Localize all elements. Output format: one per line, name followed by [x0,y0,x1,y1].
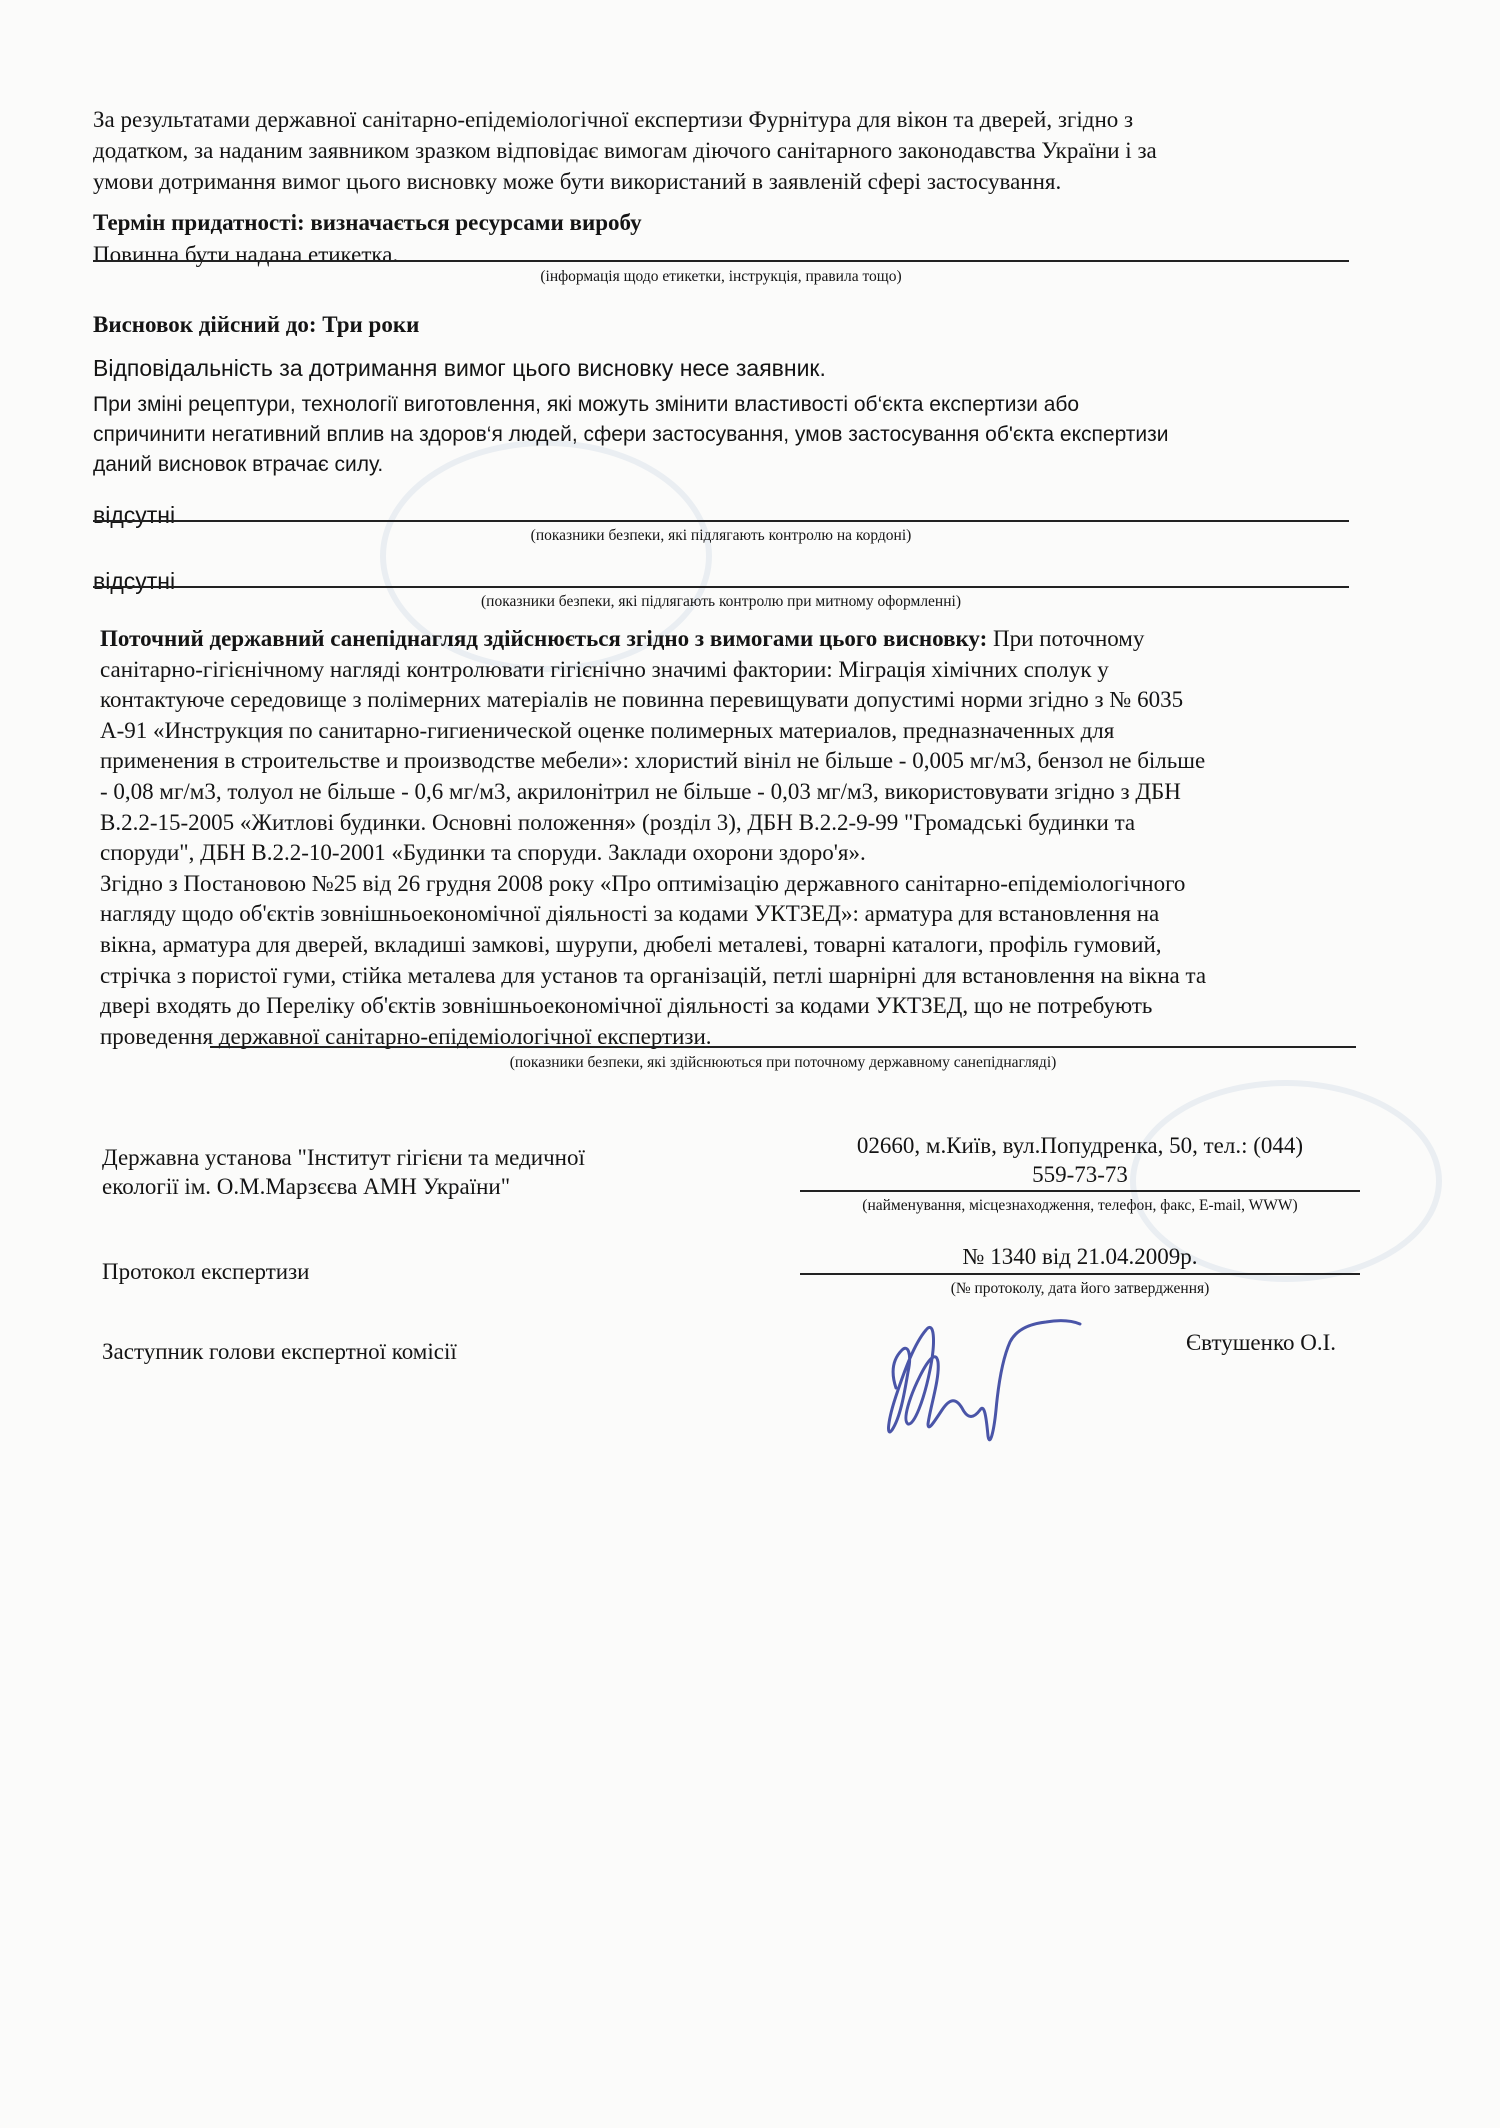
supervision-line: Згідно з Постановою №25 від 26 грудня 2008 року «Про оптимізацію державного санітарно-епідеміологічного [100,870,1186,896]
protocol-value: № 1340 від 21.04.2009р. [962,1244,1198,1269]
intro-line: додатком, за наданим заявником зразком відповідає вимогам діючого санітарного законодавства України і за [93,138,1157,163]
supervision-block [100,624,1360,1052]
border-control-underline [93,520,1349,522]
intro-paragraph [93,104,1355,197]
validity-text: Висновок дійсний до: Три роки [93,312,420,337]
label-requirement: Повинна бути надана етикетка. [93,242,399,267]
supervision-line: санітарно-гігієнічному нагляді контролювати гігієнічно значимі фактории: Міграція хімічних сполук у [100,656,1109,682]
institution-name-line: екології ім. О.М.Марзєєва АМН України" [102,1174,511,1199]
supervision-line: контактуюче середовище з полімерних матеріалів не повинна перевищувати допустимі норми згідно з № 6035 [100,687,1184,713]
label-caption: (інформація щодо етикетки, інструкція, правила тощо) [540,268,902,285]
customs-control-value: відсутні [93,568,176,594]
border-control-value: відсутні [93,502,176,528]
shelf-life-label: Термін придатності: визначається ресурсами виробу [93,210,642,235]
supervision-underline [210,1046,1356,1048]
protocol-label: Протокол експертизи [102,1259,310,1284]
supervision-line: нагляду щодо об'єктів зовнішньоекономічної діяльності за кодами УКТЗЕД»: арматура для встановлення на [100,901,1160,927]
handwritten-signature [870,1300,1100,1460]
intro-line: За результатами державної санітарно-епідеміологічної експертизи Фурнітура для вікон та дверей, згідно з [93,107,1134,132]
signatory-label: Заступник голови експертної комісії [102,1339,457,1364]
protocol-underline [800,1273,1360,1275]
supervision-line: А-91 «Инструкция по санитарно-гигиенической оценке полимерных материалов, предназначенных для [100,717,1115,743]
supervision-line: двері входять до Переліку об'єктів зовнішньоекономічної діяльності за кодами УКТЗЕД, що не потребують [100,993,1153,1019]
supervision-line: - 0,08 мг/м3, толуол не більше - 0,6 мг/м3, акрилонітрил не більше - 0,03 мг/м3, використовувати згідно з ДБН [100,778,1181,804]
institution-caption: (найменування, місцезнаходження, телефон, факс, E-mail, WWW) [862,1197,1298,1214]
institution-address-line: 559-73-73 [1032,1162,1128,1187]
supervision-line: проведення державної санітарно-епідеміологічної експертизи. [100,1023,712,1049]
intro-line: умови дотримання вимог цього висновку може бути використаний в заявленій сфері застосування. [93,169,1062,194]
customs-control-underline [93,586,1349,588]
supervision-line [100,624,1360,655]
customs-control-caption: (показники безпеки, які підлягають контролю при митному оформленні) [481,593,961,610]
supervision-heading-rest: При поточному [993,626,1145,651]
change-clause-line: спричинити негативний вплив на здоров‘я людей, сфери застосування, умов застосування об'єкта експертизи [93,423,1169,446]
responsibility-text: Відповідальність за дотримання вимог цього висновку несе заявник. [93,355,826,381]
signatory-name: Євтушенко О.І. [1186,1330,1336,1355]
supervision-line: вікна, арматура для дверей, вкладиші замкові, шурупи, дюбелі металеві, товарні каталоги, профіль гумовий, [100,931,1162,957]
institution-name-line: Державна установа "Інститут гігієни та медичної [102,1145,585,1170]
change-clause [93,390,1355,480]
border-control-caption: (показники безпеки, які підлягають контролю на кордоні) [530,527,912,544]
supervision-line: применения в строительстве и производстве мебели»: хлористий вініл не більше - 0,005 мг/м3, бензол не більше [100,748,1206,774]
institution-underline [800,1190,1360,1192]
label-underline [93,260,1349,262]
change-clause-line: даний висновок втрачає силу. [93,453,384,476]
institution-address-line: 02660, м.Київ, вул.Попудренка, 50, тел.: (044) [856,1133,1304,1158]
supervision-line: стрічка з пористої гуми, стійка металева для установ та організацій, петлі шарнірні для встановлення на вікна та [100,962,1207,988]
protocol-caption: (№ протоколу, дата його затвердження) [950,1280,1210,1297]
signature-stroke [889,1321,1080,1440]
change-clause-line: При зміні рецептури, технології виготовлення, які можуть змінити властивості об‘єкта експертизи або [93,393,1080,416]
supervision-line: В.2.2-15-2005 «Житлові будинки. Основні положення» (розділ 3), ДБН В.2.2-9-99 "Громадські будинки та [100,809,1136,835]
supervision-heading: Поточний державний санепіднагляд здійснюється згідно з вимогами цього висновку: [100,626,988,651]
supervision-caption: (показники безпеки, які здійснюються при поточному державному санепіднагляді) [509,1054,1057,1071]
supervision-line: споруди", ДБН В.2.2-10-2001 «Будинки та споруди. Заклади охорони здоро'я». [100,840,866,866]
